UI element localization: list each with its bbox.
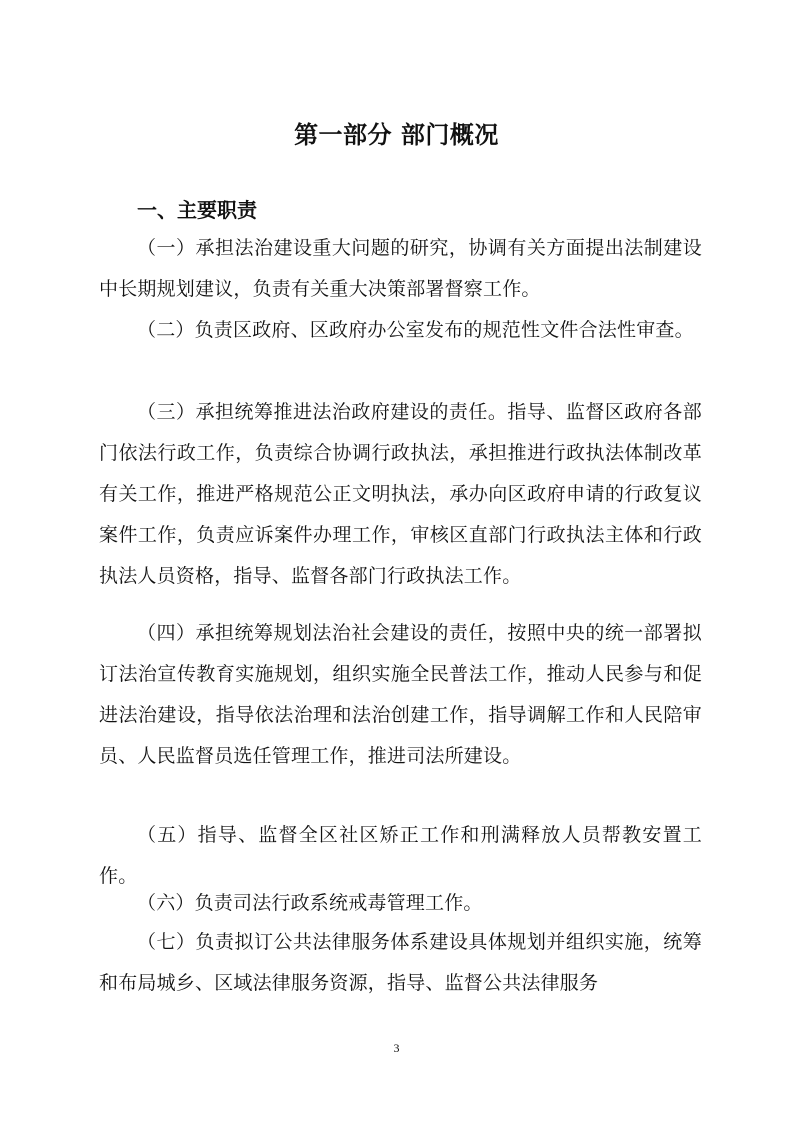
paragraph-duty-2: （二）负责区政府、区政府办公室发布的规范性文件合法性审查。 (137, 319, 694, 341)
page-number: 3 (393, 1041, 400, 1055)
section-heading: 一、主要职责 (137, 198, 257, 222)
page-title: 第一部分 部门概况 (294, 121, 499, 149)
paragraph-duty-6: （六）负责司法行政系统戒毒管理工作。 (137, 892, 483, 914)
paragraph-duty-4: （四）承担统筹规划法治社会建设的责任，按照中央的统一部署拟订法治宣传教育实施规划，组织实施全民普法工作，推动人民参与和促进法治建设，指导依法治理和法治创建工作，指导调解工作和人民陪审员、人民监督员选任管理工作，推进司法所建设。 (99, 622, 702, 767)
paragraph-duty-1: （一）承担法治建设重大问题的研究，协调有关方面提出法制建设中长期规划建议，负责有关重大决策部署督察工作。 (99, 237, 702, 300)
paragraph-duty-3: （三）承担统筹推进法治政府建设的责任。指导、监督区政府各部门依法行政工作，负责综合协调行政执法，承担推进行政执法体制改革有关工作，推进严格规范公正文明执法，承办向区政府申请的行政复议案件工作，负责应诉案件办理工作，审核区直部门行政执法主体和行政执法人员资格，指导、监督各部门行政执法工作。 (99, 401, 702, 587)
paragraph-duty-5: （五）指导、监督全区社区矫正工作和刑满释放人员帮教安置工作。 (99, 824, 702, 887)
paragraph-duty-7: （七）负责拟订公共法律服务体系建设具体规划并组织实施，统筹和布局城乡、区域法律服务资源，指导、监督公共法律服务 (99, 931, 702, 994)
